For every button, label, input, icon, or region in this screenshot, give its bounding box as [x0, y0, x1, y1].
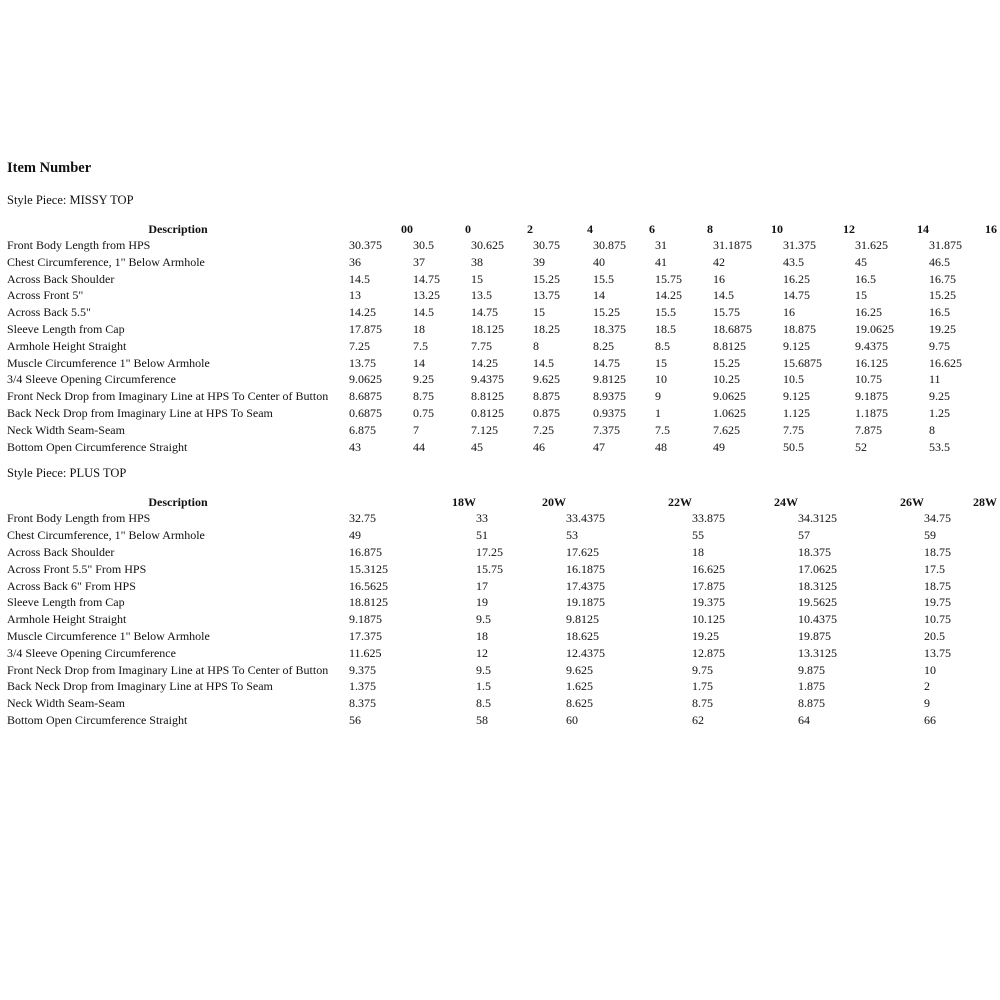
- measurement-value: 15.75: [655, 271, 682, 286]
- measurement-value: 58: [476, 712, 488, 727]
- measurement-value: 8: [929, 422, 935, 437]
- plus-size-header: 28W: [973, 495, 997, 510]
- measurement-value: 13.5: [471, 288, 492, 303]
- measurement-value: 0.875: [533, 405, 560, 420]
- plus-table-row: [7, 679, 997, 696]
- measurement-value: 13.25: [413, 288, 440, 303]
- measurement-value: 7.75: [783, 422, 804, 437]
- measurement-value: 18.6875: [713, 321, 752, 336]
- measurement-value: 1.75: [692, 679, 713, 694]
- measurement-value: 19.25: [692, 628, 719, 643]
- missy-size-header: 16: [985, 222, 997, 236]
- measurement-value: 17.0625: [798, 561, 837, 576]
- measurement-value: 7.375: [593, 422, 620, 437]
- measurement-value: 18.375: [798, 544, 831, 559]
- measurement-value: 9.625: [566, 662, 593, 677]
- missy-table-row: [7, 406, 997, 423]
- missy-size-header: 12: [843, 222, 855, 236]
- measurement-value: 14.5: [533, 355, 554, 370]
- measurement-value: 14.25: [349, 305, 376, 320]
- measurement-value: 11.625: [349, 645, 382, 660]
- measurement-value: 34.3125: [798, 511, 837, 526]
- measurement-value: 16.5: [855, 271, 876, 286]
- measurement-value: 12.4375: [566, 645, 605, 660]
- measurement-value: 9.1875: [349, 612, 382, 627]
- measurement-label: Neck Width Seam-Seam: [7, 696, 125, 711]
- measurement-value: 18.625: [566, 628, 599, 643]
- item-number-heading: Item Number: [7, 160, 92, 176]
- measurement-value: 9.4375: [471, 372, 504, 387]
- missy-table-row: [7, 272, 997, 289]
- measurement-value: 33.875: [692, 511, 725, 526]
- measurement-label: 3/4 Sleeve Opening Circumference: [7, 645, 176, 660]
- measurement-value: 14.5: [413, 305, 434, 320]
- measurement-value: 10.5: [783, 372, 804, 387]
- measurement-value: 17: [476, 578, 488, 593]
- measurement-value: 9.5: [476, 662, 491, 677]
- measurement-value: 30.5: [413, 238, 434, 252]
- measurement-value: 10: [655, 372, 667, 387]
- measurement-value: 31.625: [855, 238, 888, 252]
- measurement-value: 31.1875: [713, 238, 752, 252]
- measurement-value: 1.875: [798, 679, 825, 694]
- measurement-value: 9: [655, 389, 661, 404]
- measurement-label: Front Body Length from HPS: [7, 511, 151, 526]
- measurement-label: 3/4 Sleeve Opening Circumference: [7, 372, 176, 387]
- measurement-value: 13.75: [924, 645, 951, 660]
- missy-table-row: [7, 255, 997, 272]
- measurement-value: 33: [476, 511, 488, 526]
- measurement-value: 60: [566, 712, 578, 727]
- measurement-value: 14.25: [471, 355, 498, 370]
- measurement-value: 8.625: [566, 696, 593, 711]
- measurement-value: 15: [471, 271, 483, 286]
- measurement-value: 30.875: [593, 238, 626, 252]
- measurement-value: 51: [476, 528, 488, 543]
- measurement-value: 45: [471, 439, 483, 454]
- measurement-value: 8.875: [533, 389, 560, 404]
- measurement-label: Muscle Circumference 1" Below Armhole: [7, 628, 210, 643]
- measurement-label: Muscle Circumference 1" Below Armhole: [7, 355, 210, 370]
- missy-table-row: [7, 339, 997, 356]
- measurement-value: 12: [476, 645, 488, 660]
- measurement-value: 55: [692, 528, 704, 543]
- missy-style-piece-label: Style Piece: MISSY TOP: [7, 193, 134, 207]
- measurement-value: 17.25: [476, 544, 503, 559]
- measurement-value: 9.8125: [566, 612, 599, 627]
- measurement-label: Back Neck Drop from Imaginary Line at HPS To Seam: [7, 679, 273, 694]
- measurement-label: Front Body Length from HPS: [7, 238, 151, 252]
- measurement-label: Across Front 5.5" From HPS: [7, 561, 147, 576]
- measurement-value: 18.5: [655, 321, 676, 336]
- plus-table-body: [7, 511, 997, 729]
- measurement-value: 19.75: [924, 595, 951, 610]
- plus-table-row: [7, 579, 997, 596]
- measurement-label: Across Back 6" From HPS: [7, 578, 136, 593]
- measurement-label: Across Back Shoulder: [7, 271, 115, 286]
- measurement-value: 32.75: [349, 511, 376, 526]
- measurement-value: 49: [713, 439, 725, 454]
- measurement-value: 31.875: [929, 238, 962, 252]
- measurement-label: Front Neck Drop from Imaginary Line at HPS To Center of Button: [7, 662, 329, 677]
- measurement-value: 19.1875: [566, 595, 605, 610]
- measurement-label: Chest Circumference, 1" Below Armhole: [7, 528, 205, 543]
- measurement-label: Front Neck Drop from Imaginary Line at HPS To Center of Button: [7, 389, 329, 404]
- measurement-value: 18.125: [471, 321, 504, 336]
- measurement-value: 9.375: [349, 662, 376, 677]
- measurement-value: 50.5: [783, 439, 804, 454]
- measurement-value: 66: [924, 712, 936, 727]
- measurement-value: 16.25: [855, 305, 882, 320]
- measurement-value: 0.75: [413, 405, 434, 420]
- measurement-label: Back Neck Drop from Imaginary Line at HPS To Seam: [7, 405, 273, 420]
- measurement-value: 19.0625: [855, 321, 894, 336]
- measurement-value: 64: [798, 712, 810, 727]
- measurement-value: 9.5: [476, 612, 491, 627]
- measurement-value: 18: [692, 544, 704, 559]
- plus-size-header: 24W: [774, 495, 798, 510]
- measurement-value: 14.5: [349, 271, 370, 286]
- measurement-value: 18.25: [533, 321, 560, 336]
- measurement-value: 40: [593, 254, 605, 269]
- measurement-value: 14.75: [413, 271, 440, 286]
- measurement-value: 18.75: [924, 578, 951, 593]
- measurement-value: 8.875: [798, 696, 825, 711]
- plus-size-header: 22W: [668, 495, 692, 510]
- measurement-value: 16.5625: [349, 578, 388, 593]
- measurement-value: 34.75: [924, 511, 951, 526]
- measurement-label: Neck Width Seam-Seam: [7, 422, 125, 437]
- missy-size-header: 10: [771, 222, 783, 236]
- measurement-value: 14.75: [783, 288, 810, 303]
- measurement-value: 15: [855, 288, 867, 303]
- measurement-value: 17.4375: [566, 578, 605, 593]
- measurement-label: Bottom Open Circumference Straight: [7, 439, 188, 454]
- measurement-value: 16.1875: [566, 561, 605, 576]
- missy-table-row: [7, 440, 997, 457]
- measurement-value: 13: [349, 288, 361, 303]
- measurement-value: 15.6875: [783, 355, 822, 370]
- measurement-value: 53: [566, 528, 578, 543]
- measurement-value: 15.25: [713, 355, 740, 370]
- measurement-value: 49: [349, 528, 361, 543]
- missy-table-row: [7, 372, 997, 389]
- measurement-value: 8.25: [593, 338, 614, 353]
- measurement-value: 16.625: [929, 355, 962, 370]
- plus-table-row: [7, 663, 997, 680]
- measurement-value: 15.5: [655, 305, 676, 320]
- measurement-value: 57: [798, 528, 810, 543]
- missy-size-header: 2: [527, 222, 533, 236]
- measurement-value: 6.875: [349, 422, 376, 437]
- measurement-value: 9.875: [798, 662, 825, 677]
- measurement-value: 1.25: [929, 405, 950, 420]
- measurement-value: 16.25: [783, 271, 810, 286]
- measurement-value: 1.125: [783, 405, 810, 420]
- missy-size-header: 14: [917, 222, 929, 236]
- plus-table-row: [7, 629, 997, 646]
- measurement-value: 17.375: [349, 628, 382, 643]
- measurement-value: 1.5: [476, 679, 491, 694]
- missy-size-header: 8: [707, 222, 713, 236]
- measurement-value: 10.25: [713, 372, 740, 387]
- measurement-value: 41: [655, 254, 667, 269]
- missy-table-row: [7, 238, 997, 255]
- measurement-value: 0.8125: [471, 405, 504, 420]
- measurement-value: 9.1875: [855, 389, 888, 404]
- measurement-value: 15.25: [533, 271, 560, 286]
- measurement-value: 20.5: [924, 628, 945, 643]
- missy-size-header: 6: [649, 222, 655, 236]
- measurement-value: 9: [924, 696, 930, 711]
- measurement-value: 36: [349, 254, 361, 269]
- measurement-value: 15.3125: [349, 561, 388, 576]
- measurement-value: 8.6875: [349, 389, 382, 404]
- missy-table-row: [7, 423, 997, 440]
- plus-size-header: 20W: [542, 495, 566, 510]
- measurement-value: 7: [413, 422, 419, 437]
- measurement-value: 44: [413, 439, 425, 454]
- measurement-value: 10.75: [924, 612, 951, 627]
- measurement-value: 19.5625: [798, 595, 837, 610]
- measurement-value: 43.5: [783, 254, 804, 269]
- measurement-value: 16.5: [929, 305, 950, 320]
- plus-size-header: 18W: [452, 495, 476, 510]
- measurement-value: 8.75: [692, 696, 713, 711]
- measurement-value: 8.8125: [471, 389, 504, 404]
- missy-table-row: [7, 305, 997, 322]
- measurement-value: 15.75: [476, 561, 503, 576]
- measurement-value: 18.375: [593, 321, 626, 336]
- measurement-value: 15.25: [929, 288, 956, 303]
- measurement-value: 14: [413, 355, 425, 370]
- plus-table-row: [7, 646, 997, 663]
- measurement-value: 1.375: [349, 679, 376, 694]
- measurement-value: 17.875: [692, 578, 725, 593]
- measurement-value: 19.25: [929, 321, 956, 336]
- missy-header-row: [7, 222, 997, 238]
- measurement-value: 16.125: [855, 355, 888, 370]
- measurement-value: 15: [533, 305, 545, 320]
- measurement-value: 37: [413, 254, 425, 269]
- measurement-value: 16.75: [929, 271, 956, 286]
- spec-document: [7, 160, 997, 730]
- measurement-value: 16: [783, 305, 795, 320]
- measurement-value: 39: [533, 254, 545, 269]
- measurement-value: 11: [929, 372, 941, 387]
- measurement-value: 0.9375: [593, 405, 626, 420]
- plus-table-row: [7, 696, 997, 713]
- measurement-value: 17.5: [924, 561, 945, 576]
- measurement-value: 14.75: [471, 305, 498, 320]
- measurement-value: 9.75: [692, 662, 713, 677]
- measurement-value: 9.0625: [713, 389, 746, 404]
- measurement-value: 9.125: [783, 389, 810, 404]
- plus-table-row: [7, 713, 997, 730]
- measurement-value: 2: [924, 679, 930, 694]
- measurement-value: 9.4375: [855, 338, 888, 353]
- plus-table-row: [7, 562, 997, 579]
- plus-table-row: [7, 612, 997, 629]
- measurement-value: 8.9375: [593, 389, 626, 404]
- measurement-value: 16.875: [349, 544, 382, 559]
- measurement-value: 7.625: [713, 422, 740, 437]
- missy-table-row: [7, 356, 997, 373]
- measurement-value: 18.875: [783, 321, 816, 336]
- missy-description-header: Description: [148, 222, 208, 236]
- measurement-label: Sleeve Length from Cap: [7, 321, 125, 336]
- measurement-value: 15: [655, 355, 667, 370]
- measurement-value: 10: [924, 662, 936, 677]
- measurement-label: Sleeve Length from Cap: [7, 595, 125, 610]
- measurement-value: 59: [924, 528, 936, 543]
- measurement-value: 46.5: [929, 254, 950, 269]
- plus-size-table: [7, 495, 997, 729]
- measurement-value: 42: [713, 254, 725, 269]
- plus-header-row: [7, 495, 997, 511]
- measurement-value: 33.4375: [566, 511, 605, 526]
- measurement-label: Across Front 5": [7, 288, 84, 303]
- measurement-value: 62: [692, 712, 704, 727]
- measurement-value: 19: [476, 595, 488, 610]
- measurement-value: 15.25: [593, 305, 620, 320]
- measurement-value: 1.0625: [713, 405, 746, 420]
- plus-table-row: [7, 545, 997, 562]
- measurement-value: 19.875: [798, 628, 831, 643]
- measurement-label: Chest Circumference, 1" Below Armhole: [7, 254, 205, 269]
- measurement-value: 8.5: [655, 338, 670, 353]
- measurement-value: 14.25: [655, 288, 682, 303]
- measurement-value: 56: [349, 712, 361, 727]
- measurement-value: 30.75: [533, 238, 560, 252]
- measurement-value: 12.875: [692, 645, 725, 660]
- measurement-value: 47: [593, 439, 605, 454]
- missy-table-row: [7, 322, 997, 339]
- plus-style-piece-label: Style Piece: PLUS TOP: [7, 466, 127, 481]
- measurement-value: 31: [655, 238, 667, 252]
- measurement-value: 8.5: [476, 696, 491, 711]
- measurement-value: 7.5: [655, 422, 670, 437]
- measurement-value: 53.5: [929, 439, 950, 454]
- measurement-value: 46: [533, 439, 545, 454]
- measurement-value: 30.375: [349, 238, 382, 252]
- measurement-value: 18: [476, 628, 488, 643]
- measurement-value: 7.25: [533, 422, 554, 437]
- measurement-value: 16: [713, 271, 725, 286]
- measurement-value: 9.25: [413, 372, 434, 387]
- measurement-value: 52: [855, 439, 867, 454]
- measurement-value: 45: [855, 254, 867, 269]
- measurement-value: 0.6875: [349, 405, 382, 420]
- measurement-value: 1.625: [566, 679, 593, 694]
- measurement-value: 9.625: [533, 372, 560, 387]
- measurement-value: 19.375: [692, 595, 725, 610]
- plus-table-row: [7, 595, 997, 612]
- missy-table-row: [7, 288, 997, 305]
- missy-size-header: 0: [465, 222, 471, 236]
- measurement-label: Armhole Height Straight: [7, 612, 127, 627]
- missy-table-row: [7, 389, 997, 406]
- measurement-value: 9.125: [783, 338, 810, 353]
- measurement-value: 7.75: [471, 338, 492, 353]
- measurement-value: 7.875: [855, 422, 882, 437]
- measurement-value: 9.0625: [349, 372, 382, 387]
- plus-table-row: [7, 511, 997, 528]
- measurement-value: 48: [655, 439, 667, 454]
- measurement-value: 1.1875: [855, 405, 888, 420]
- missy-size-table: [7, 222, 997, 456]
- measurement-value: 15.5: [593, 271, 614, 286]
- missy-size-header: 4: [587, 222, 593, 236]
- plus-description-header: Description: [148, 495, 208, 510]
- measurement-value: 14.5: [713, 288, 734, 303]
- plus-size-header: 26W: [900, 495, 924, 510]
- measurement-value: 9.25: [929, 389, 950, 404]
- plus-table-row: [7, 528, 997, 545]
- measurement-value: 10.4375: [798, 612, 837, 627]
- measurement-value: 9.8125: [593, 372, 626, 387]
- measurement-value: 43: [349, 439, 361, 454]
- measurement-value: 8.8125: [713, 338, 746, 353]
- measurement-value: 8.75: [413, 389, 434, 404]
- measurement-value: 18.8125: [349, 595, 388, 610]
- measurement-value: 13.75: [533, 288, 560, 303]
- measurement-label: Bottom Open Circumference Straight: [7, 712, 188, 727]
- missy-table-body: [7, 238, 997, 456]
- measurement-value: 14: [593, 288, 605, 303]
- measurement-value: 15.75: [713, 305, 740, 320]
- missy-size-header: 00: [401, 222, 413, 236]
- measurement-value: 7.125: [471, 422, 498, 437]
- measurement-value: 9.75: [929, 338, 950, 353]
- measurement-value: 10.125: [692, 612, 725, 627]
- measurement-value: 7.5: [413, 338, 428, 353]
- measurement-value: 8.375: [349, 696, 376, 711]
- measurement-value: 13.75: [349, 355, 376, 370]
- measurement-value: 7.25: [349, 338, 370, 353]
- measurement-label: Armhole Height Straight: [7, 338, 127, 353]
- measurement-value: 38: [471, 254, 483, 269]
- measurement-value: 18.3125: [798, 578, 837, 593]
- measurement-value: 18.75: [924, 544, 951, 559]
- measurement-value: 10.75: [855, 372, 882, 387]
- measurement-value: 13.3125: [798, 645, 837, 660]
- measurement-value: 17.875: [349, 321, 382, 336]
- measurement-value: 18: [413, 321, 425, 336]
- measurement-value: 17.625: [566, 544, 599, 559]
- measurement-value: 8: [533, 338, 539, 353]
- measurement-label: Across Back 5.5": [7, 305, 91, 320]
- measurement-value: 30.625: [471, 238, 504, 252]
- measurement-value: 14.75: [593, 355, 620, 370]
- measurement-value: 16.625: [692, 561, 725, 576]
- measurement-value: 31.375: [783, 238, 816, 252]
- measurement-label: Across Back Shoulder: [7, 544, 115, 559]
- measurement-value: 1: [655, 405, 661, 420]
